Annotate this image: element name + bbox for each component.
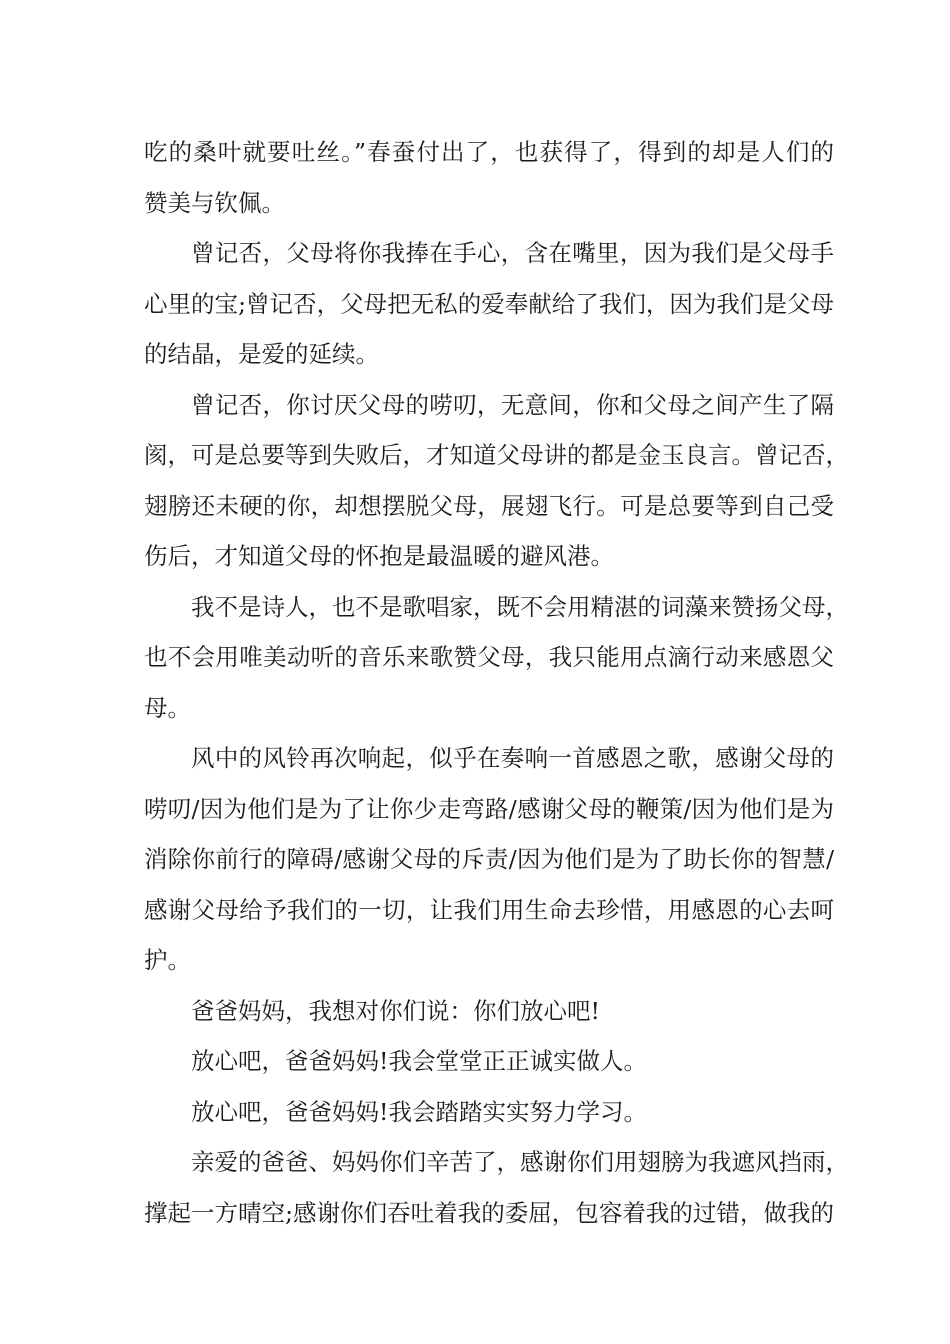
text-line: 护。 [144, 946, 191, 974]
text-line: 伤后，才知道父母的怀抱是最温暖的避风港。 [144, 542, 614, 570]
paragraph-first-line: 放心吧，爸爸妈妈!我会堂堂正正诚实做人。 [191, 1047, 647, 1075]
document-body [144, 127, 849, 1238]
paragraph-first-line: 风中的风铃再次响起，似乎在奏响一首感恩之歌，感谢父母的 [191, 744, 834, 772]
text-line: 唠叨/因为他们是为了让你少走弯路/感谢父母的鞭策/因为他们是为 [144, 794, 834, 823]
text-line: 感谢父母给予我们的一切，让我们用生命去珍惜，用感恩的心去呵 [144, 895, 834, 924]
text-line: 赞美与钦佩。 [144, 188, 285, 217]
paragraph-first-line: 放心吧，爸爸妈妈!我会踏踏实实努力学习。 [191, 1097, 647, 1126]
text-line: 消除你前行的障碍/感谢父母的斥责/因为他们是为了助长你的智慧/ [144, 845, 834, 873]
text-line: 翅膀还未硬的你，却想摆脱父母，展翅飞行。可是总要等到自己受 [144, 491, 834, 520]
text-line: 心里的宝;曾记否，父母把无私的爱奉献给了我们，因为我们是父母 [144, 289, 834, 318]
paragraph-first-line: 爸爸妈妈，我想对你们说：你们放心吧! [191, 996, 600, 1025]
paragraph-first-line: 曾记否，父母将你我捧在手心，含在嘴里，因为我们是父母手 [191, 239, 834, 267]
paragraph-first-line: 亲爱的爸爸、妈妈你们辛苦了，感谢你们用翅膀为我遮风挡雨， [191, 1148, 849, 1176]
text-line: 撑起一方晴空;感谢你们吞吐着我的委屈，包容着我的过错，做我的 [144, 1198, 834, 1227]
text-line: 阂，可是总要等到失败后，才知道父母讲的都是金玉良言。曾记否， [144, 441, 849, 469]
paragraph-first-line: 我不是诗人，也不是歌唱家，既不会用精湛的词藻来赞扬父母， [191, 592, 849, 621]
text-line: 母。 [144, 693, 191, 722]
text-line: 吃的桑叶就要吐丝。”春蚕付出了，也获得了，得到的却是人们的 [144, 138, 834, 166]
text-line: 的结晶，是爱的延续。 [144, 340, 379, 368]
paragraph-first-line: 曾记否，你讨厌父母的唠叨，无意间，你和父母之间产生了隔 [191, 390, 834, 419]
text-line: 也不会用唯美动听的音乐来歌赞父母，我只能用点滴行动来感恩父 [144, 643, 834, 671]
